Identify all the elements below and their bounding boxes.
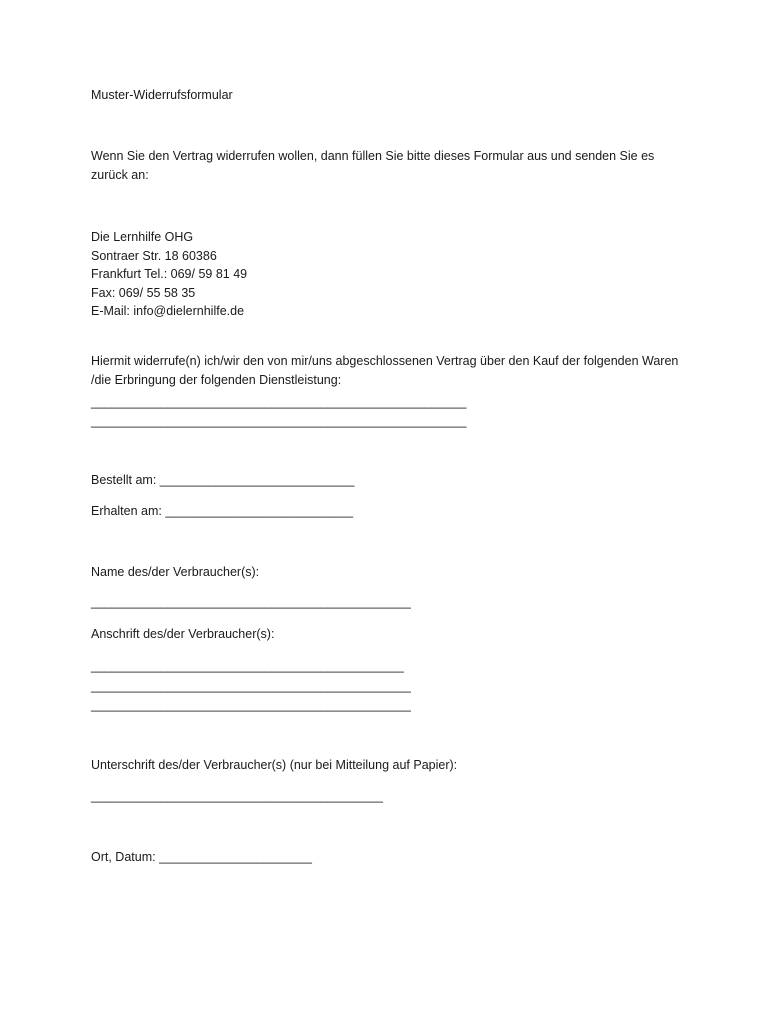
recipient-fax: Fax: 069/ 55 58 35 [91, 286, 196, 300]
received-on-field: Erhalten am: ___________________________ [91, 504, 354, 518]
consumer-address-label: Anschrift des/der Verbraucher(s): [91, 627, 275, 641]
consumer-address-line: ______________________________________________ [91, 698, 411, 712]
signature-line: __________________________________________ [91, 789, 383, 803]
ordered-on-field: Bestellt am: ____________________________ [91, 473, 355, 487]
declaration-text: Hiermit widerrufe(n) ich/wir den von mir/uns abgeschlossenen Vertrag über den Kauf der folgenden Waren /die Erbringung der folgenden Dienstleistung: [91, 354, 679, 387]
consumer-address-line: _____________________________________________ [91, 659, 404, 673]
intro-text: Wenn Sie den Vertrag widerrufen wollen, dann füllen Sie bitte dieses Formular aus und senden Sie es zurück an: [91, 149, 655, 182]
recipient-company: Die Lernhilfe OHG [91, 230, 194, 244]
consumer-address-line: ______________________________________________ [91, 679, 411, 693]
consumer-name-line: ______________________________________________ [91, 595, 411, 609]
signature-label: Unterschrift des/der Verbraucher(s) (nur bei Mitteilung auf Papier): [91, 758, 458, 772]
recipient-email: E-Mail: info@dielernhilfe.de [91, 304, 245, 318]
declaration-line: ______________________________________________________ [91, 395, 467, 409]
recipient-street: Sontraer Str. 18 60386 [91, 249, 217, 263]
recipient-city-phone: Frankfurt Tel.: 069/ 59 81 49 [91, 267, 248, 281]
document-title: Muster-Widerrufsformular [91, 88, 233, 102]
place-date-field: Ort, Datum: ______________________ [91, 850, 313, 864]
declaration-line: ______________________________________________________ [91, 414, 467, 428]
consumer-name-label: Name des/der Verbraucher(s): [91, 565, 260, 579]
